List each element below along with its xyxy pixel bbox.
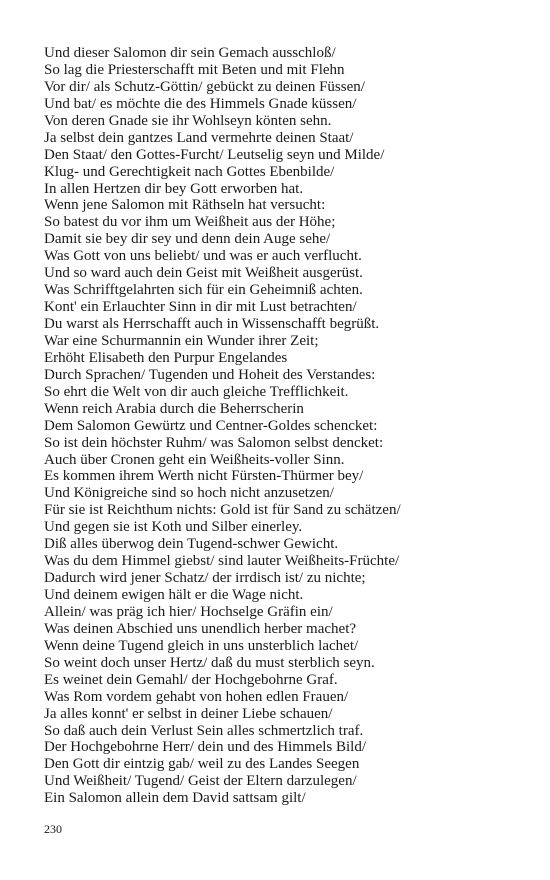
poem-line: Was du dem Himmel giebst/ sind lauter Weißheits-Früchte/ bbox=[44, 553, 400, 570]
poem-line: Klug- und Gerechtigkeit nach Gottes Ebenbilde/ bbox=[44, 163, 335, 180]
poem-line: Und deinem ewigen hält er die Wage nicht. bbox=[44, 587, 304, 603]
poem-line: Durch Sprachen/ Tugenden und Hoheit des Verstandes: bbox=[44, 366, 376, 383]
poem-line: Dem Salomon Gewürtz und Centner-Goldes schencket: bbox=[44, 417, 378, 434]
poem-line: War eine Schurmannin ein Wunder ihrer Zeit; bbox=[44, 332, 319, 349]
poem-line: Den Staat/ den Gottes-Furcht/ Leutselig seyn und Milde/ bbox=[44, 146, 385, 163]
page-number: 230 bbox=[44, 822, 62, 836]
poem-line: Und bat/ es möchte die des Himmels Gnade küssen/ bbox=[44, 95, 357, 112]
poem-line: Du warst als Herrschafft auch in Wissenschafft begrüßt. bbox=[44, 316, 380, 332]
poem-line: Was Rom vordem gehabt von hohen edlen Frauen/ bbox=[44, 688, 349, 705]
poem-line: Was Schrifftgelahrten sich für ein Geheimniß achten. bbox=[44, 282, 363, 299]
poem-line: Ja selbst dein gantzes Land vermehrte deinen Staat/ bbox=[44, 129, 354, 146]
poem-line: So daß auch dein Verlust Sein alles schmertzlich traf. bbox=[44, 722, 364, 739]
poem-line: So ehrt die Welt von dir auch gleiche Trefflichkeit. bbox=[44, 383, 349, 400]
poem-text-block bbox=[44, 45, 514, 807]
poem-line: Wenn deine Tugend gleich in uns unsterblich lachet/ bbox=[44, 637, 359, 654]
poem-line: Für sie ist Reichthum nichts: Gold ist für Sand zu schätzen/ bbox=[44, 502, 401, 519]
poem-line: Von deren Gnade sie ihr Wohlseyn könten sehn. bbox=[44, 112, 332, 129]
poem-line: Ja alles konnt' er selbst in deiner Liebe schauen/ bbox=[44, 705, 333, 722]
poem-line: So weint doch unser Hertz/ daß du must sterblich seyn. bbox=[44, 654, 375, 671]
poem-line: Allein/ was präg ich hier/ Hochselge Gräfin ein/ bbox=[44, 603, 333, 620]
poem-line: In allen Hertzen dir bey Gott erworben hat. bbox=[44, 180, 304, 197]
poem-line: So batest du vor ihm um Weißheit aus der Höhe; bbox=[44, 214, 336, 231]
poem-line: Und Weißheit/ Tugend/ Geist der Eltern darzulegen/ bbox=[44, 773, 357, 790]
poem-line: Es weinet dein Gemahl/ der Hochgebohrne Graf. bbox=[44, 671, 338, 688]
poem-line: Vor dir/ als Schutz-Göttin/ gebückt zu deinen Füssen/ bbox=[44, 78, 365, 95]
poem-line: Und Königreiche sind so hoch nicht anzusetzen/ bbox=[44, 485, 334, 502]
poem-line: So ist dein höchster Ruhm/ was Salomon selbst dencket: bbox=[44, 434, 384, 451]
poem-line: Wenn jene Salomon mit Räthseln hat versucht: bbox=[44, 197, 326, 214]
poem-line: Damit sie bey dir sey und denn dein Auge sehe/ bbox=[44, 231, 331, 248]
poem-line: Erhöht Elisabeth den Purpur Engelandes bbox=[44, 349, 288, 366]
poem-line: Der Hochgebohrne Herr/ dein und des Himmels Bild/ bbox=[44, 739, 367, 756]
poem-line: Und gegen sie ist Koth und Silber einerley. bbox=[44, 519, 303, 536]
poem-line: Wenn reich Arabia durch die Beherrscherin bbox=[44, 400, 304, 417]
poem-line: So lag die Priesterschafft mit Beten und mit Flehn bbox=[44, 61, 345, 78]
poem-line: Und so ward auch dein Geist mit Weißheit ausgerüst. bbox=[44, 265, 363, 282]
poem-line: Den Gott dir eintzig gab/ weil zu des Landes Seegen bbox=[44, 756, 360, 773]
poem-line: Dadurch wird jener Schatz/ der irrdisch ist/ zu nichte; bbox=[44, 570, 366, 587]
poem-line: Es kommen ihrem Werth nicht Fürsten-Thürmer bey/ bbox=[44, 468, 364, 485]
poem-line: Diß alles überwog dein Tugend-schwer Gewicht. bbox=[44, 536, 339, 553]
poem-line: Was deinen Abschied uns unendlich herber machet? bbox=[44, 620, 357, 637]
poem-line: Kont' ein Erlauchter Sinn in dir mit Lust betrachten/ bbox=[44, 299, 357, 316]
poem-line: Auch über Cronen geht ein Weißheits-voller Sinn. bbox=[44, 451, 345, 468]
poem-line: Was Gott von uns beliebt/ und was er auch verflucht. bbox=[44, 248, 362, 265]
poem-line: Ein Salomon allein dem David sattsam gilt/ bbox=[44, 790, 306, 807]
poem-line: Und dieser Salomon dir sein Gemach ausschloß/ bbox=[44, 45, 336, 61]
